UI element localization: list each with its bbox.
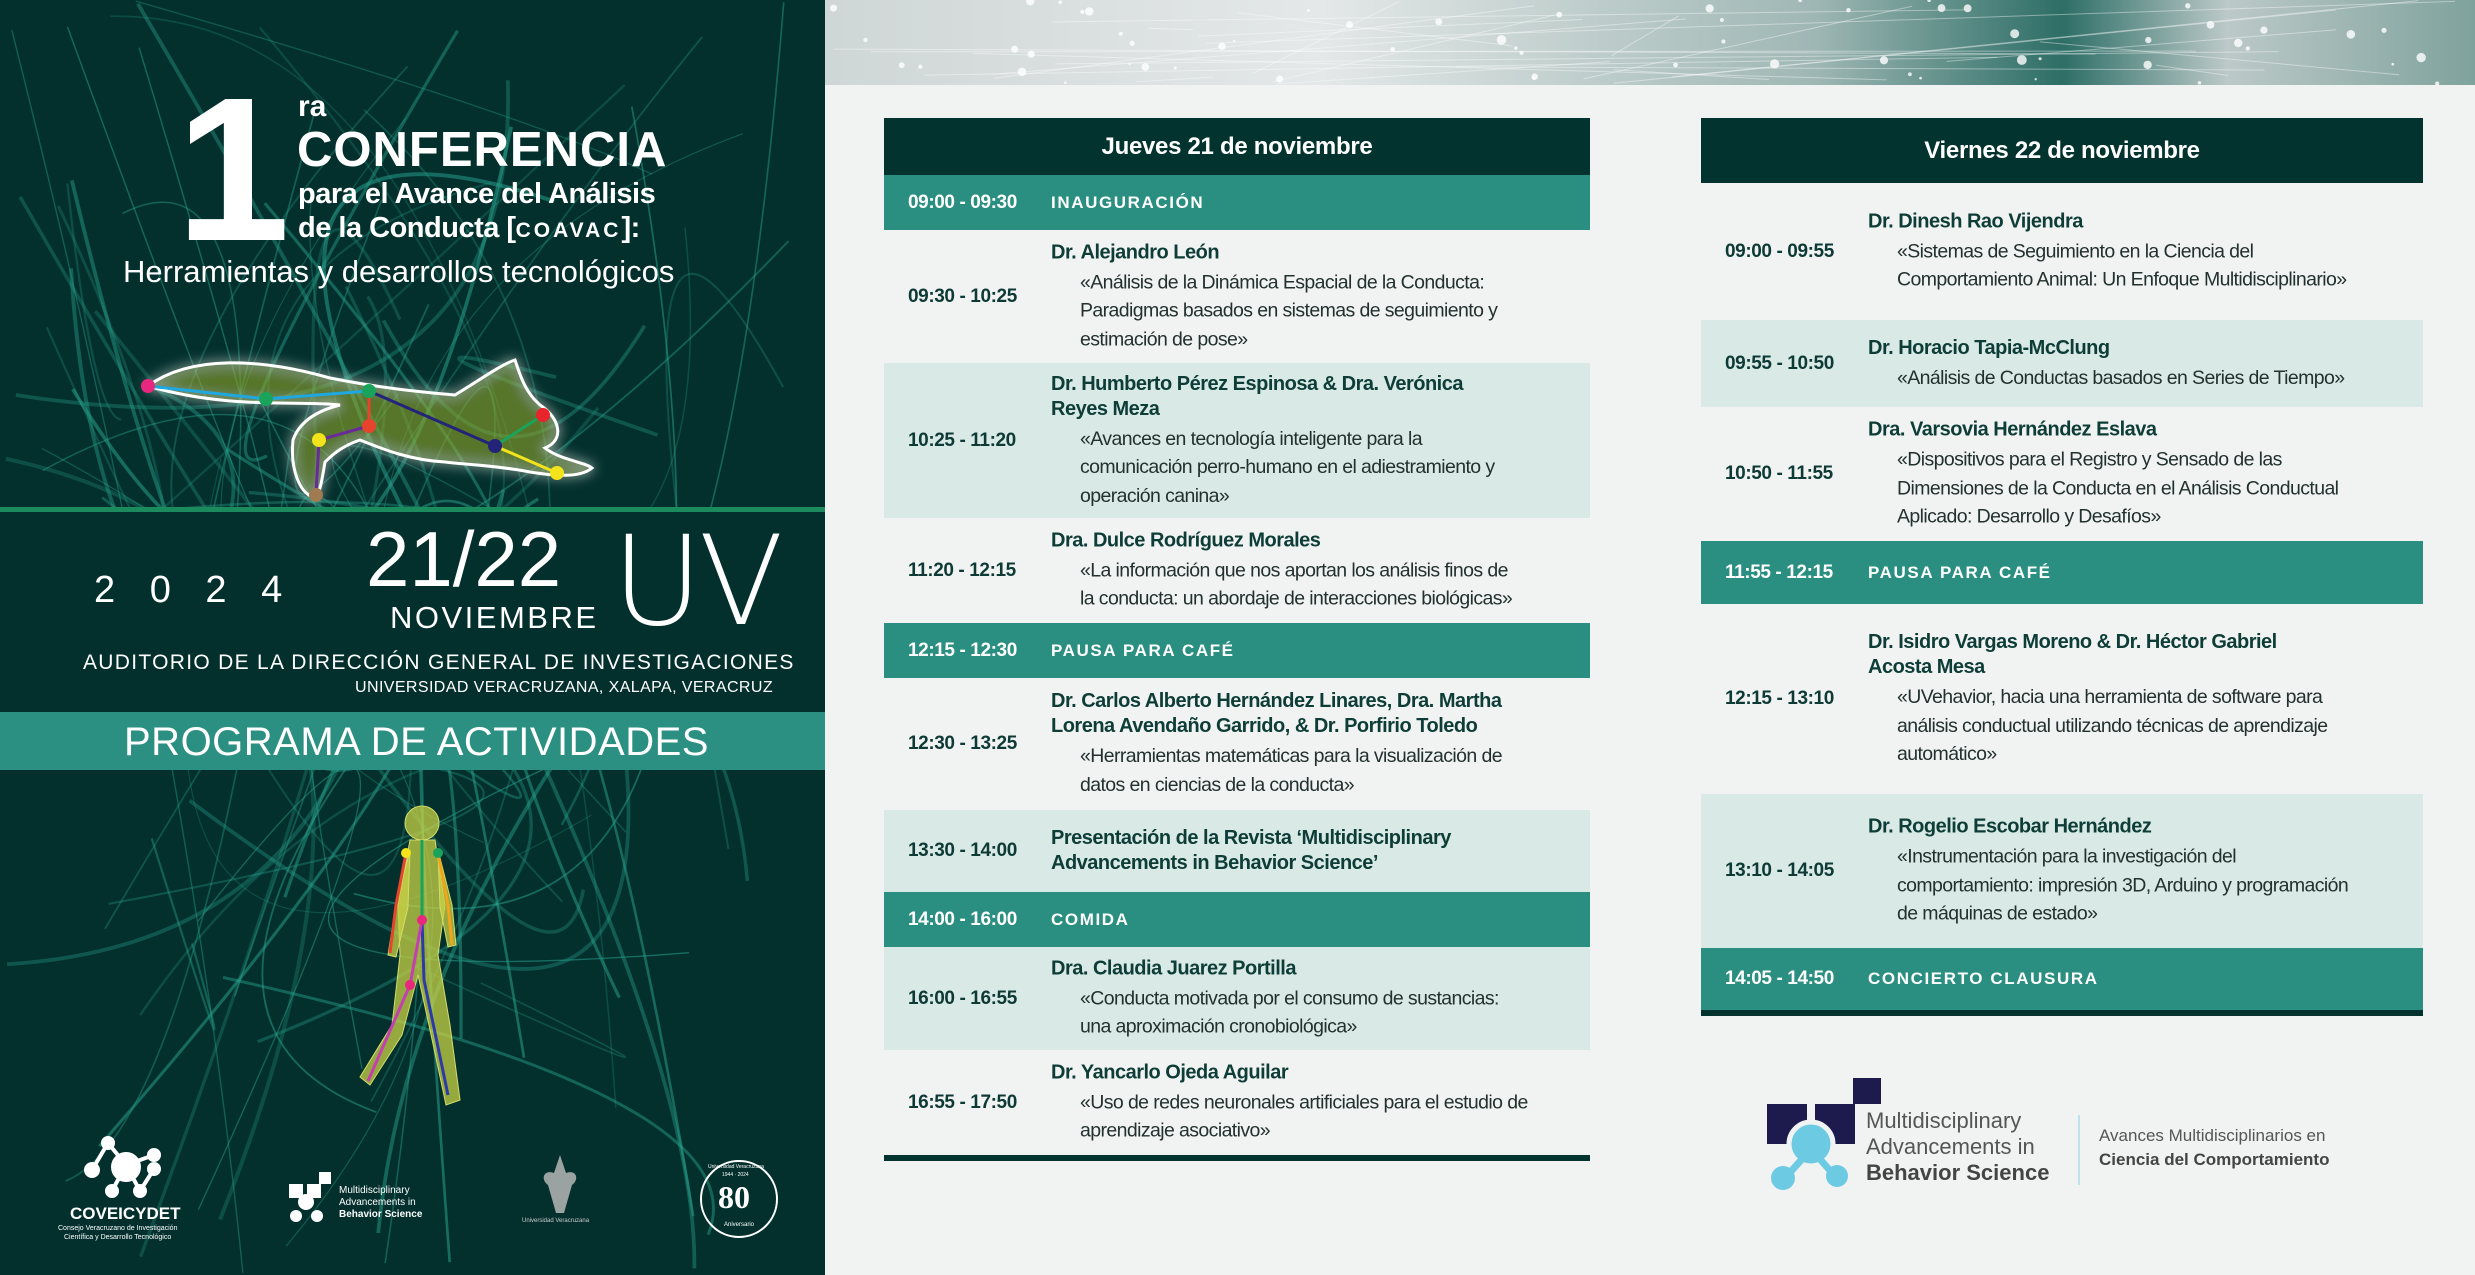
speaker-line: Reyes Meza — [1051, 397, 1160, 420]
session-body — [1051, 641, 1584, 661]
speaker-block — [1051, 689, 1584, 739]
talk-title-line: automático» — [1897, 742, 1997, 765]
talk-title — [1868, 237, 2417, 294]
session-row — [884, 678, 1590, 810]
session-time: 13:30 - 14:00 — [908, 840, 1017, 861]
session-row — [1701, 320, 2423, 407]
session-body — [1051, 910, 1584, 930]
talk-title-line: Dimensiones de la Conducta en el Análisis Conductual — [1897, 476, 2339, 499]
day2-schedule — [1701, 118, 2423, 1016]
break-label: COMIDA — [1051, 909, 1130, 929]
talk-title — [1051, 556, 1584, 613]
break-row — [884, 892, 1590, 947]
session-time: 12:30 - 13:25 — [908, 733, 1017, 754]
talk-title — [1868, 842, 2417, 928]
speaker-line: Advancements in Behavior Science’ — [1051, 852, 1378, 874]
speaker-block — [1051, 528, 1584, 553]
session-time: 10:25 - 11:20 — [908, 429, 1016, 451]
uv80-years: 1944 · 2024 — [722, 1172, 749, 1178]
session-time: 13:10 - 14:05 — [1725, 860, 1834, 881]
talk-title — [1868, 683, 2417, 769]
location: UNIVERSIDAD VERACRUZANA, XALAPA, VERACRUZ — [355, 679, 773, 696]
break-label: CONCIERTO CLAUSURA — [1868, 969, 2099, 988]
talk-title — [1051, 984, 1584, 1041]
coveicydet-name: COVEICYDET — [70, 1204, 181, 1223]
talk-title-line: «Análisis de la Dinámica Espacial de la Conducta: — [1080, 270, 1485, 293]
talk-title-line: «Análisis de Conductas basados en Series de Tiempo» — [1897, 366, 2345, 389]
session-row — [884, 810, 1590, 892]
ordinal-suffix: ra — [298, 90, 327, 123]
speaker-line: Dra. Varsovia Hernández Eslava — [1868, 418, 2157, 441]
event-dates: 21/22 — [366, 515, 562, 603]
talk-title-line: «Dispositivos para el Registro y Sensado de las — [1897, 448, 2282, 471]
session-row — [884, 947, 1590, 1050]
session-row — [884, 1050, 1590, 1155]
speaker-block — [1868, 417, 2417, 442]
mabs-line2: Advancements in — [1866, 1134, 2035, 1159]
mabs-es-line1: Avances Multidisciplinarios en — [2099, 1126, 2326, 1145]
talk-title-line: «Instrumentación para la investigación del — [1897, 845, 2237, 868]
session-body — [1868, 209, 2417, 294]
speaker-line: Dra. Claudia Juarez Portilla — [1051, 957, 1296, 979]
speaker-line: Dr. Alejandro León — [1051, 240, 1220, 263]
break-label: INAUGURACIÓN — [1051, 192, 1205, 212]
session-time: 10:50 - 11:55 — [1725, 463, 1833, 484]
talk-title — [1051, 424, 1584, 510]
uv80-ring-top: Universidad Veracruzana — [708, 1164, 764, 1170]
day1-end-divider — [884, 1155, 1590, 1161]
session-row — [884, 230, 1590, 363]
event-month: NOVIEMBRE — [390, 600, 599, 635]
poster-panel — [0, 0, 825, 1275]
mabs-line3: Behavior Science — [1866, 1160, 2050, 1185]
session-body — [1868, 417, 2417, 531]
talk-title — [1868, 445, 2417, 531]
talk-title — [1051, 268, 1584, 354]
speaker-line: Dr. Carlos Alberto Hernández Linares, Dra. Martha — [1051, 690, 1502, 712]
talk-title-line: Comportamiento Animal: Un Enfoque Multidisciplinario» — [1897, 268, 2347, 291]
talk-title-line: «UVehavior, hacia una herramienta de software para — [1897, 685, 2323, 708]
session-body — [1051, 240, 1584, 354]
session-body — [1051, 1060, 1584, 1145]
talk-title-line: «Avances en tecnología inteligente para la — [1080, 427, 1422, 450]
talk-title-line: Paradigmas basados en sistemas de seguimiento y — [1080, 299, 1498, 322]
break-label: PAUSA PARA CAFÉ — [1051, 640, 1235, 660]
speaker-line: Dr. Rogelio Escobar Hernández — [1868, 815, 2152, 838]
day2-header: Viernes 22 de noviembre — [1701, 118, 2423, 183]
talk-title — [1051, 742, 1584, 799]
speaker-line: Dr. Yancarlo Ojeda Aguilar — [1051, 1061, 1289, 1083]
speaker-block — [1868, 209, 2417, 234]
session-time: 16:55 - 17:50 — [908, 1091, 1017, 1113]
session-time: 16:00 - 16:55 — [908, 987, 1017, 1009]
session-time: 11:55 - 12:15 — [1725, 561, 1833, 583]
conference-word: CONFERENCIA — [297, 123, 668, 177]
session-body — [1051, 371, 1584, 510]
mabs-small-line3: Behavior Science — [339, 1209, 423, 1220]
speaker-line: Dra. Dulce Rodríguez Morales — [1051, 529, 1321, 551]
break-label: PAUSA PARA CAFÉ — [1868, 562, 2052, 582]
speaker-line: Presentación de la Revista ‘Multidisciplinary — [1051, 827, 1451, 849]
talk-title-line: «Conducta motivada por el consumo de sustancias: — [1080, 987, 1499, 1009]
talk-title-line: de máquinas de estado» — [1897, 902, 2098, 925]
session-body — [1868, 630, 2417, 769]
coveicydet-line2: Científica y Desarrollo Tecnológico — [64, 1234, 172, 1241]
human-pose-illustration — [340, 795, 500, 1125]
session-body — [1051, 956, 1584, 1041]
speaker-block — [1868, 335, 2417, 360]
talk-title-line: «La información que nos aportan los análisis finos de — [1080, 559, 1508, 581]
talk-title-line: la conducta: un abordaje de interacciones biológicas» — [1080, 587, 1513, 610]
break-row — [884, 623, 1590, 678]
mabs-small-line2: Advancements in — [339, 1197, 416, 1208]
mabs-small-line1: Multidisciplinary — [339, 1185, 410, 1196]
session-time: 11:20 - 12:15 — [908, 559, 1016, 581]
speaker-block — [1051, 826, 1584, 876]
session-row — [1701, 604, 2423, 794]
uv80-number: 80 — [718, 1179, 750, 1215]
session-body — [1868, 969, 2417, 989]
speaker-line: Dr. Isidro Vargas Moreno & Dr. Héctor Gabriel — [1868, 630, 2277, 653]
day2-end-divider — [1701, 1010, 2423, 1016]
session-time: 09:55 - 10:50 — [1725, 352, 1834, 374]
mabs-line1: Multidisciplinary — [1866, 1108, 2022, 1133]
uv-shield-label: Universidad Veracruzana — [522, 1218, 590, 1224]
mabs-small-logo-icon — [289, 1172, 339, 1222]
mabs-es-line2: Ciencia del Comportamiento — [2099, 1150, 2330, 1169]
break-row — [1701, 948, 2423, 1010]
talk-title — [1868, 363, 2417, 392]
talk-title-line: «Uso de redes neuronales artificiales para el estudio de — [1080, 1091, 1528, 1113]
squirrel-pose-illustration — [0, 0, 825, 540]
speaker-block — [1868, 814, 2417, 839]
acronym: COAVAC — [515, 219, 622, 242]
talk-title-line: estimación de pose» — [1080, 327, 1248, 350]
speaker-line: Acosta Mesa — [1868, 655, 1985, 678]
talk-title-line: aprendizaje asociativo» — [1080, 1119, 1270, 1142]
venue: AUDITORIO DE LA DIRECCIÓN GENERAL DE INVESTIGACIONES — [83, 651, 795, 674]
talk-title-line: operación canina» — [1080, 484, 1230, 507]
uv-shield-icon — [540, 1155, 580, 1215]
break-row — [884, 175, 1590, 230]
speaker-block — [1868, 630, 2417, 680]
session-time: 09:00 - 09:55 — [1725, 240, 1834, 262]
uv-monogram: UV — [612, 510, 780, 654]
talk-title-line: «Herramientas matemáticas para la visualización de — [1080, 745, 1502, 767]
session-body — [1868, 563, 2417, 583]
title-line-1: para el Avance del Análisis — [298, 178, 656, 210]
talk-title-line: datos en ciencias de la conducta» — [1080, 773, 1354, 796]
break-row — [1701, 541, 2423, 604]
talk-title-line: Aplicado: Desarrollo y Desafíos» — [1897, 505, 2161, 528]
session-body — [1051, 528, 1584, 613]
talk-title-line: análisis conductual utilizando técnicas de aprendizaje — [1897, 714, 2328, 737]
session-time: 09:30 - 10:25 — [908, 285, 1017, 307]
talk-title-line: una aproximación cronobiológica» — [1080, 1015, 1357, 1038]
mabs-divider — [2078, 1115, 2080, 1185]
title-line-2-end: ]: — [621, 212, 640, 244]
session-row — [1701, 407, 2423, 541]
session-time: 12:15 - 13:10 — [1725, 688, 1834, 709]
session-time: 09:00 - 09:30 — [908, 191, 1017, 213]
subtitle: Herramientas y desarrollos tecnológicos — [123, 254, 675, 289]
session-body — [1051, 689, 1584, 799]
ordinal-number: 1 — [176, 55, 291, 284]
speaker-line: Dr. Humberto Pérez Espinosa & Dra. Verónica — [1051, 372, 1463, 395]
coveicydet-line1: Consejo Veracruzano de Investigación — [58, 1225, 178, 1232]
session-body — [1051, 193, 1584, 213]
title-line-2-text: de la Conducta [ — [298, 212, 516, 244]
speaker-line: Lorena Avendaño Garrido, & Dr. Porfirio Toledo — [1051, 715, 1478, 737]
session-body — [1868, 814, 2417, 928]
session-row — [884, 518, 1590, 623]
session-row — [1701, 794, 2423, 948]
session-row — [884, 363, 1590, 518]
session-body — [1051, 826, 1584, 876]
day1-schedule — [884, 118, 1590, 1161]
talk-title — [1051, 1088, 1584, 1145]
coveicydet-logo-icon — [82, 1135, 172, 1205]
day1-header: Jueves 21 de noviembre — [884, 118, 1590, 175]
banner-network-dots — [825, 0, 2475, 85]
uv80-ring-bottom: Aniversario — [724, 1222, 755, 1228]
speaker-block — [1051, 240, 1584, 265]
talk-title-line: comunicación perro-humano en el adiestramiento y — [1080, 455, 1495, 478]
session-row — [1701, 183, 2423, 320]
session-body — [1868, 335, 2417, 392]
session-time: 14:00 - 16:00 — [908, 908, 1017, 930]
speaker-block — [1051, 371, 1584, 421]
session-time: 12:15 - 12:30 — [908, 639, 1017, 661]
session-time: 14:05 - 14:50 — [1725, 968, 1834, 989]
speaker-line: Dr. Dinesh Rao Vijendra — [1868, 210, 2083, 232]
speaker-block — [1051, 1060, 1584, 1085]
year: 2 0 2 4 — [94, 569, 295, 611]
program-title: PROGRAMA DE ACTIVIDADES — [124, 720, 709, 764]
talk-title-line: «Sistemas de Seguimiento en la Ciencia del — [1897, 240, 2254, 262]
speaker-line: Dr. Horacio Tapia-McClung — [1868, 336, 2110, 359]
top-banner-image — [825, 0, 2475, 85]
speaker-block — [1051, 956, 1584, 981]
talk-title-line: comportamiento: impresión 3D, Arduino y programación — [1897, 873, 2349, 896]
